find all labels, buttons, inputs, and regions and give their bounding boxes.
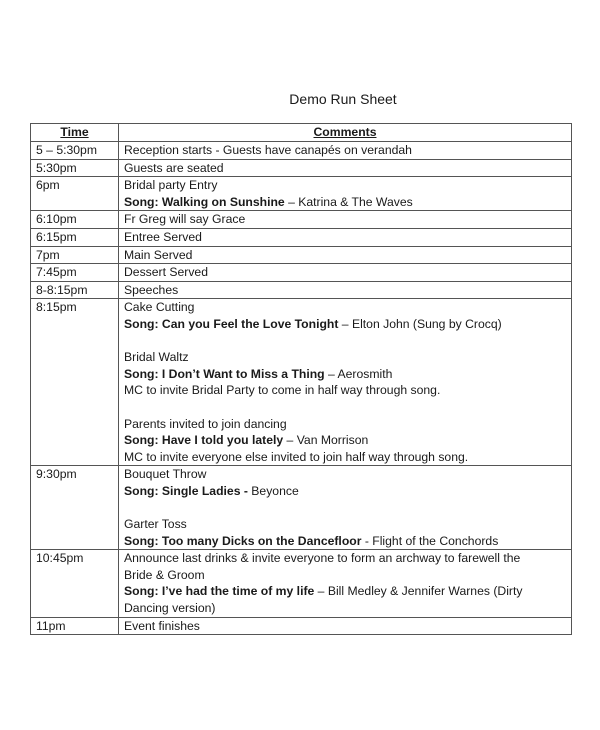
table-header-row (31, 124, 572, 142)
comment-line (124, 449, 566, 466)
table-row (31, 264, 572, 282)
table-row (31, 159, 572, 177)
comment-text: Fr Greg will say Grace (124, 212, 246, 227)
comment-text: Guests are seated (124, 160, 224, 175)
table-row (31, 177, 572, 211)
table-row (31, 281, 572, 299)
comments-cell (119, 466, 572, 550)
song-title: Song: Single Ladies - (124, 483, 248, 498)
comments-cell (119, 264, 572, 282)
comment-line (124, 499, 566, 516)
song-title: Song: Walking on Sunshine (124, 194, 285, 209)
comment-text: - Flight of the Conchords (361, 533, 499, 548)
comment-line (124, 264, 566, 281)
comment-line (124, 349, 566, 366)
comment-text: Dessert Served (124, 265, 208, 280)
comment-line (124, 432, 566, 449)
comment-text: – Elton John (Sung by Crocq) (338, 316, 502, 331)
comment-text: – Katrina & The Waves (284, 194, 413, 209)
comments-cell (119, 246, 572, 264)
comment-text: Entree Served (124, 229, 202, 244)
song-title: Song: Can you Feel the Love Tonight (124, 316, 339, 331)
song-title: Song: Have I told you lately (124, 433, 284, 448)
comment-line (124, 516, 566, 533)
comments-cell (119, 228, 572, 246)
comment-text: Beyonce (247, 483, 299, 498)
comment-line (124, 567, 566, 584)
comments-cell (119, 617, 572, 635)
comment-line (124, 177, 566, 194)
comment-text: Garter Toss (124, 517, 187, 532)
comment-line (124, 382, 566, 399)
comment-text: Bridal party Entry (124, 178, 218, 193)
table-row (31, 211, 572, 229)
time-cell: 6:15pm (31, 228, 119, 246)
comment-text: – Van Morrison (283, 433, 369, 448)
comment-line (124, 466, 566, 483)
comment-line (124, 550, 566, 567)
comment-line (124, 142, 566, 159)
comments-column-header: Comments (119, 124, 572, 142)
comment-text: MC to invite Bridal Party to come in half way through song. (124, 383, 441, 398)
comment-text: Bouquet Throw (124, 467, 207, 482)
time-cell: 7:45pm (31, 264, 119, 282)
comment-line (124, 483, 566, 500)
table-row (31, 142, 572, 160)
comment-line (124, 194, 566, 211)
time-column-header: Time (31, 124, 119, 142)
comment-text: Dancing version) (124, 601, 216, 616)
comment-text: Event finishes (124, 618, 200, 633)
time-cell: 11pm (31, 617, 119, 635)
time-cell: 5 – 5:30pm (31, 142, 119, 160)
comment-line (124, 333, 566, 350)
comment-line (124, 316, 566, 333)
comment-line (124, 299, 566, 316)
comment-line (124, 600, 566, 617)
comment-line (124, 229, 566, 246)
comment-text: Parents invited to join dancing (124, 416, 287, 431)
comment-text: Main Served (124, 247, 193, 262)
comments-cell (119, 142, 572, 160)
time-cell: 10:45pm (31, 550, 119, 617)
comment-text: Bridal Waltz (124, 350, 189, 365)
song-title: Song: I Don’t Want to Miss a Thing (124, 366, 325, 381)
comment-text: Speeches (124, 282, 179, 297)
song-title: Song: Too many Dicks on the Dancefloor (124, 533, 362, 548)
comment-text: Announce last drinks & invite everyone to form an archway to farewell the (124, 551, 521, 566)
comment-line (124, 160, 566, 177)
comment-line (124, 533, 566, 550)
comment-line (124, 282, 566, 299)
time-cell: 8-8:15pm (31, 281, 119, 299)
document-title: Demo Run Sheet (289, 91, 397, 107)
comments-cell (119, 159, 572, 177)
comment-text: Cake Cutting (124, 300, 195, 315)
comment-text: – Aerosmith (324, 366, 393, 381)
table-row (31, 617, 572, 635)
comment-text: MC to invite everyone else invited to join half way through song. (124, 449, 469, 464)
comments-cell (119, 281, 572, 299)
time-cell: 7pm (31, 246, 119, 264)
comment-line (124, 618, 566, 635)
comment-line (124, 583, 566, 600)
comment-line (124, 399, 566, 416)
table-row (31, 550, 572, 617)
table-row (31, 246, 572, 264)
time-cell: 6pm (31, 177, 119, 211)
comments-cell (119, 177, 572, 211)
time-cell: 9:30pm (31, 466, 119, 550)
comment-line (124, 211, 566, 228)
table-row (31, 466, 572, 550)
time-cell: 8:15pm (31, 299, 119, 466)
comment-line (124, 366, 566, 383)
comment-line (124, 416, 566, 433)
comments-cell (119, 299, 572, 466)
comments-cell (119, 211, 572, 229)
time-cell: 6:10pm (31, 211, 119, 229)
comment-text: – Bill Medley & Jennifer Warnes (Dirty (314, 584, 523, 599)
comment-line (124, 247, 566, 264)
comments-cell (119, 550, 572, 617)
comment-text: Reception starts - Guests have canapés on verandah (124, 143, 412, 157)
song-title: Song: I’ve had the time of my life (124, 584, 315, 599)
run-sheet-table (30, 123, 572, 635)
comment-text: Bride & Groom (124, 567, 205, 582)
time-cell: 5:30pm (31, 159, 119, 177)
table-row (31, 228, 572, 246)
table-row (31, 299, 572, 466)
